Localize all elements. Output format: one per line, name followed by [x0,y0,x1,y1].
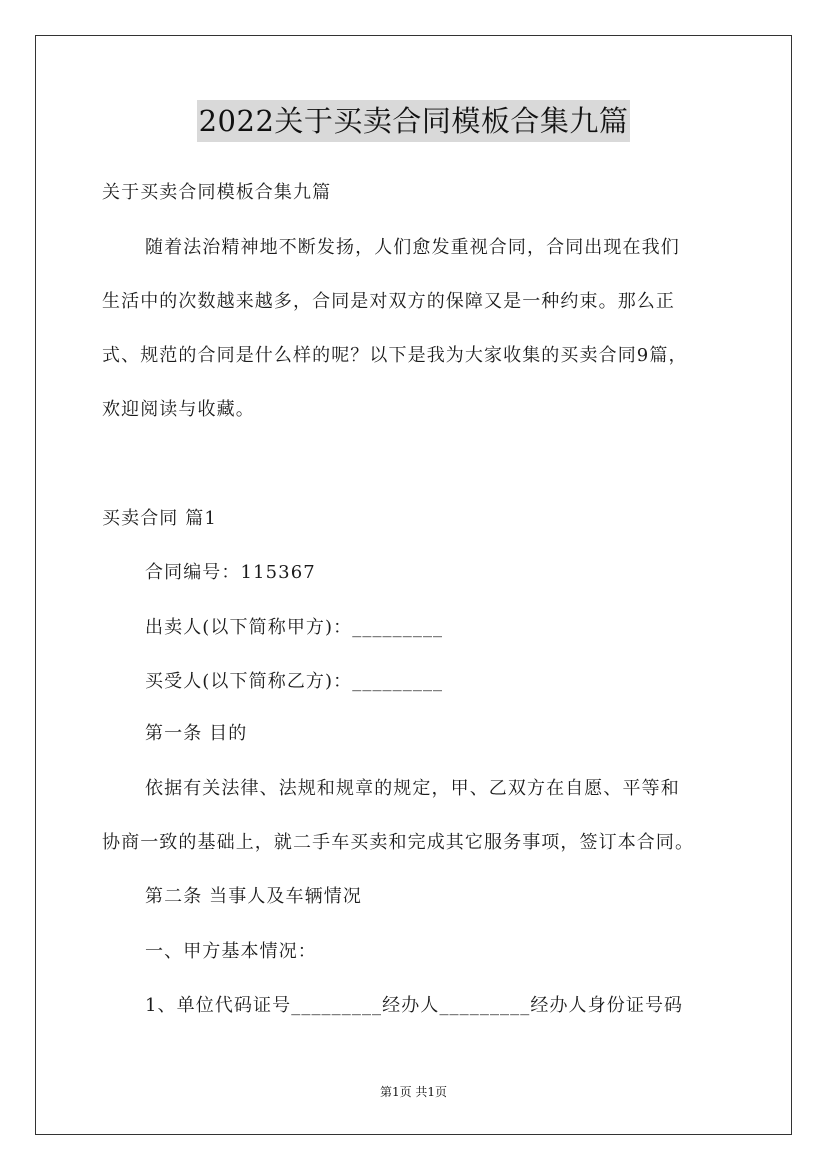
intro-line-2: 生活中的次数越来越多，合同是对双方的保障又是一种约束。那么正 [102,291,675,312]
intro-line-1: 随着法治精神地不断发扬，人们愈发重视合同，合同出现在我们 [145,237,680,258]
contract-number: 合同编号：115367 [145,562,316,583]
article-2-title: 第二条 当事人及车辆情况 [145,886,362,907]
page-footer: 第1页 共1页 [379,1085,448,1099]
intro-line-4: 欢迎阅读与收藏。 [102,399,255,420]
seller-line: 出卖人(以下简称甲方)：_________ [145,617,444,638]
section-heading: 买卖合同 篇1 [102,508,217,529]
title-container [0,100,827,142]
article-1-line-1: 依据有关法律、法规和规章的规定，甲、乙双方在自愿、平等和 [145,778,680,799]
party-a-heading: 一、甲方基本情况： [145,941,317,962]
item-1-line: 1、单位代码证号_________经办人_________经办人身份证号码 [145,995,684,1016]
document-title: 2022关于买卖合同模板合集九篇 [197,100,631,142]
buyer-line: 买受人(以下简称乙方)：_________ [145,671,444,692]
intro-line-3: 式、规范的合同是什么样的呢？以下是我为大家收集的买卖合同9篇， [102,345,688,366]
article-1-title: 第一条 目的 [145,723,248,744]
document-subtitle: 关于买卖合同模板合集九篇 [102,182,332,203]
article-1-line-2: 协商一致的基础上，就二手车买卖和完成其它服务事项，签订本合同。 [102,832,695,853]
